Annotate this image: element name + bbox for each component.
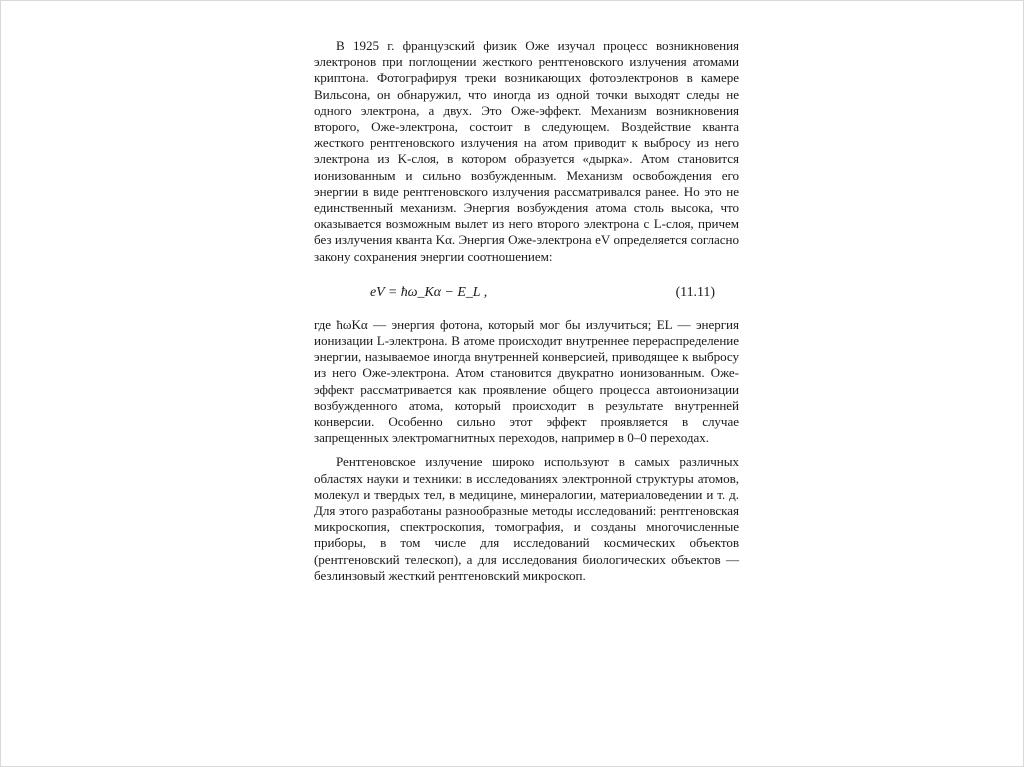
paragraph-internal-conversion: где ħωKα — энергия фотона, который мог бы излучиться; EL — энергия ионизации L-электрона. В атоме происходит внутреннее перераспределение энергии, называемое иногда внутренней конверсией, приводящее к выбросу из него Оже-электрона. Атом становится двукратно ионизованным. Оже-эффект рассматривается как проявление общего процесса автоионизации возбужденного атома, который происходит в результате внутренней конверсии. Особенно сильно этот эффект проявляется в случае запрещенных электромагнитных переходов, например в 0–0 переходах. bbox=[314, 316, 739, 446]
paragraph-auger-history: В 1925 г. французский физик Оже изучал процесс возникновения электронов при поглощении жесткого рентгеновского излучения атомами криптона. Фотографируя треки возникающих фотоэлектронов в камере Вильсона, он обнаружил, что иногда из одной точки выходят следы не одного электрона, а двух. Это Оже-эффект. Механизм возникновения второго, Оже-электрона, состоит в следующем. Воздействие кванта жесткого рентгеновского излучения на атом приводит к выбросу из него электрона из K-слоя, в котором образуется «дырка». Атом становится ионизованным и сильно возбужденным. Механизм освобождения его энергии в виде рентгеновского излучения рассматривался ранее. Но это не единственный механизм. Энергия возбуждения атома столь высока, что оказывается возможным вылет из него второго электрона с L-слоя, причем без излучения кванта Kα. Энергия Оже-электрона eV определяется согласно закону сохранения энергии соотношением: bbox=[314, 38, 739, 264]
formula-auger-energy: eV = ħω_Kα − E_L , bbox=[370, 284, 488, 300]
equation-number: (11.11) bbox=[675, 284, 715, 300]
document-page bbox=[314, 38, 739, 584]
paragraph-xray-applications: Рентгеновское излучение широко используют в самых различных областях науки и техники: в исследованиях электронной структуры атомов, молекул и твердых тел, в медицине, минералогии, материаловедении и т. д. Для этого разработаны разнообразные методы исследований: рентгеновская микроскопия, спектроскопия, томография, и созданы многочисленные приборы, в том числе для исследований космических объектов (рентгеновский телескоп), а для исследования биологических объектов — безлинзовый жесткий рентгеновский микроскоп. bbox=[314, 454, 739, 583]
formula-row bbox=[314, 279, 739, 313]
